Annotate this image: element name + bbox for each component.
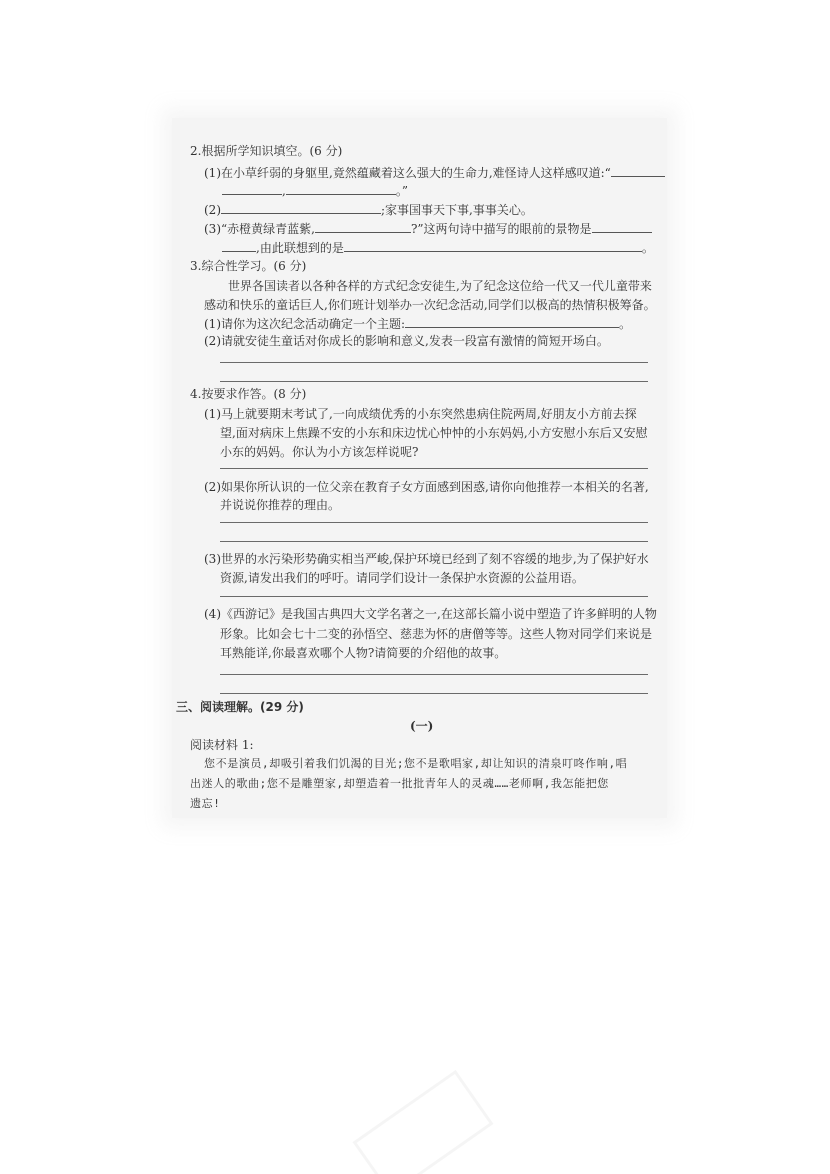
q2-item3-blank-a[interactable] — [315, 220, 411, 233]
material-label: 阅读材料 1: — [190, 738, 254, 752]
q2-item2-blank[interactable] — [221, 201, 381, 214]
q2-item3-blank-c[interactable] — [222, 239, 256, 252]
answer-line[interactable] — [220, 468, 648, 469]
q4-item4-l3: 耳熟能详,你最喜欢哪个人物?请简要的介绍他的故事。 — [220, 646, 507, 660]
q4-item1-l3: 小东的妈妈。你认为小方该怎样说呢? — [220, 445, 419, 459]
q4-item4-l1: (4)《西游记》是我国古典四大文学名著之一,在这部长篇小说中塑造了许多鲜明的人物 — [204, 607, 657, 621]
q3-item1-text: (1)请你为这次纪念活动确定一个主题: — [204, 317, 406, 331]
answer-line[interactable] — [220, 522, 648, 523]
q3-item1 — [204, 315, 631, 332]
q2-title: 2.根据所学知识填空。(6 分) — [190, 144, 343, 158]
section3-title: 三、阅读理解。(29 分) — [176, 700, 304, 714]
q3-item1-end: 。 — [619, 317, 632, 331]
q4-item1-l2: 望,面对病床上焦躁不安的小东和床边忧心忡忡的小东妈妈,小方安慰小东后又安慰 — [220, 426, 648, 440]
q2-item1-cont — [222, 182, 408, 199]
q2-item1-blank-c[interactable] — [286, 182, 396, 195]
answer-line[interactable] — [220, 362, 648, 363]
answer-line[interactable] — [220, 674, 648, 675]
q4-item4-l2: 形象。比如会七十二变的孙悟空、慈悲为怀的唐僧等等。这些人物对同学们来说是 — [220, 627, 653, 641]
q3-title: 3.综合性学习。(6 分) — [190, 259, 307, 273]
q4-title: 4.按要求作答。(8 分) — [190, 387, 307, 401]
q2-item3-end: 。 — [641, 241, 654, 255]
answer-line[interactable] — [220, 693, 648, 694]
q2-item1-blank-a[interactable] — [611, 164, 665, 177]
q2-item3-blank-b[interactable] — [592, 220, 652, 233]
q2-item1-end: 。” — [395, 184, 408, 198]
q4-item1-l1: (1)马上就要期末考试了,一向成绩优秀的小东突然患病住院两周,好朋友小方前去探 — [204, 407, 637, 421]
q2-item3-cont — [222, 239, 654, 256]
q3-para1: 世界各国读者以各种各样的方式纪念安徒生,为了纪念这位给一代又一代儿童带来 — [228, 279, 652, 293]
q2-item1-text: (1)在小草纤弱的身躯里,竟然蕴藏着这么强大的生命力,难怪诗人这样感叹道:“ — [204, 166, 611, 180]
q3-para2: 感动和快乐的童话巨人,你们班计划举办一次纪念活动,同学们以极高的热情积极筹备。 — [204, 298, 656, 312]
q4-item2-l2: 并说说你推荐的理由。 — [220, 498, 341, 512]
q2-item1-blank-b[interactable] — [222, 182, 282, 195]
q2-item3-text2: ?”这两句诗中描写的眼前的景物是 — [410, 222, 592, 236]
section3-subtitle: (一) — [410, 719, 434, 733]
answer-line[interactable] — [220, 541, 648, 542]
q2-item3 — [204, 220, 652, 237]
answer-line[interactable] — [220, 381, 648, 382]
q2-item1 — [204, 164, 665, 181]
q2-item2-text: ;家事国事天下事,事事关心。 — [381, 203, 533, 217]
watermark-stamp — [352, 1070, 493, 1174]
q2-item3-text: (3)“赤橙黄绿青蓝紫, — [204, 222, 315, 236]
q2-item2 — [204, 201, 533, 218]
q4-item3-l1: (3)世界的水污染形势确实相当严峻,保护环境已经到了刻不容缓的地步,为了保护好水 — [204, 552, 649, 566]
q3-item1-blank[interactable] — [405, 315, 619, 328]
q2-item3-text3: ,由此联想到的是 — [256, 241, 344, 255]
answer-line[interactable] — [220, 596, 648, 597]
q2-item1-comma: , — [282, 184, 286, 198]
reading-text-l1: 您不是演员,却吸引着我们饥渴的目光;您不是歌唱家,却让知识的清泉叮咚作响,唱 — [204, 757, 628, 770]
q2-item2-prefix: (2) — [204, 203, 221, 217]
reading-text-l3: 遗忘! — [190, 797, 221, 810]
reading-text-l2: 出迷人的歌曲;您不是雕塑家,却塑造着一批批青年人的灵魂……老师啊,我怎能把您 — [190, 777, 609, 790]
q4-item2-l1: (2)如果你所认识的一位父亲在教育子女方面感到困惑,请你向他推荐一本相关的名著, — [204, 480, 649, 494]
q3-item2: (2)请就安徒生童话对你成长的影响和意义,发表一段富有激情的简短开场白。 — [204, 334, 609, 348]
q2-item3-blank-d[interactable] — [344, 239, 642, 252]
q4-item3-l2: 资源,请发出我们的呼吁。请同学们设计一条保护水资源的公益用语。 — [220, 571, 584, 585]
